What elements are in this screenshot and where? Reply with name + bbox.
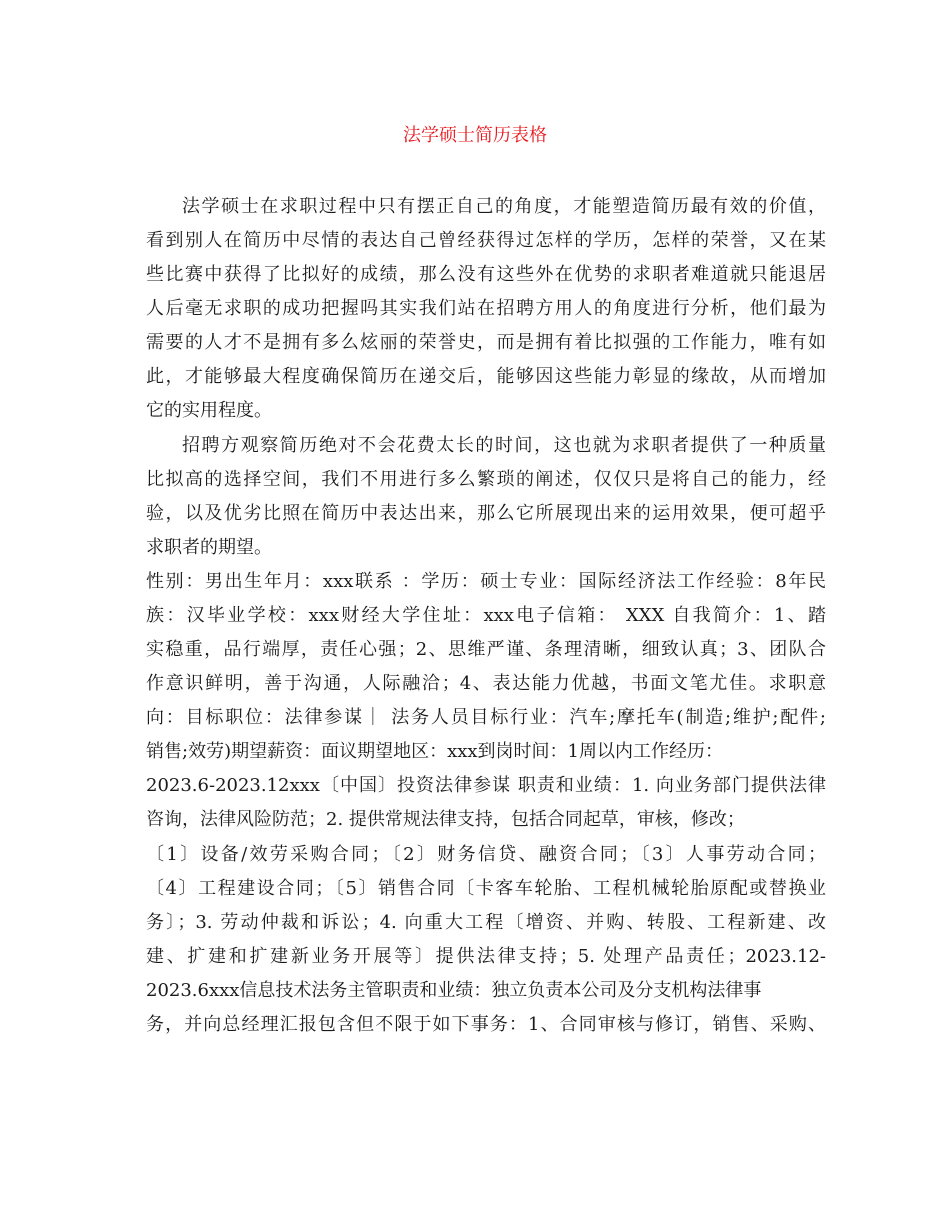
text-line: 2023.6xxx信息技术法务主管职责和业绩：独立负责本公司及分支机构法律事 xyxy=(146,980,762,1001)
text-line: 它的实用程度。 xyxy=(146,400,272,421)
text-line: 法学硕士在求职过程中只有摆正自己的角度，才能塑造简历最有效的价值， xyxy=(182,196,826,217)
text-line: 看到别人在简历中尽情的表达自己曾经获得过怎样的学历，怎样的荣誉，又在某 xyxy=(146,230,826,251)
text-line: 〔4〕工程建设合同；〔5〕销售合同〔卡客车轮胎、工程机械轮胎原配或替换业 xyxy=(146,878,826,899)
text-line: 验，以及优劣比照在简历中表达出来，那么它所展现出来的运用效果，便可超乎 xyxy=(146,503,826,524)
text-line: 求职者的期望。 xyxy=(146,537,272,558)
text-line: 务，并向总经理汇报包含但不限于如下事务：1、合同审核与修订，销售、采购、 xyxy=(146,1014,826,1035)
text-line: 族：汉毕业学校：xxx财经大学住址：xxx电子信箱： XXX 自我简介：1、踏 xyxy=(146,605,826,626)
text-line: 人后毫无求职的成功把握吗其实我们站在招聘方用人的角度进行分析，他们最为 xyxy=(146,298,826,319)
text-line: 性别：男出生年月：xxx联系 ：学历：硕士专业：国际经济法工作经验：8年民 xyxy=(146,571,826,592)
text-line: 些比赛中获得了比拟好的成绩，那么没有这些外在优势的求职者难道就只能退居 xyxy=(146,264,826,285)
text-line: 此，才能够最大程度确保简历在递交后，能够因这些能力彰显的缘故，从而增加 xyxy=(146,366,826,387)
text-line: 实稳重，品行端厚，责任心强；2、思维严谨、条理清晰，细致认真；3、团队合 xyxy=(146,639,826,660)
text-line: 〔1〕设备/效劳采购合同；〔2〕财务信贷、融资合同；〔3〕人事劳动合同； xyxy=(146,844,826,865)
text-line: 咨询，法律风险防范；2. 提供常规法律支持，包括合同起草，审核，修改； xyxy=(146,809,745,830)
text-line: 比拟高的选择空间，我们不用进行多么繁琐的阐述，仅仅只是将自己的能力，经 xyxy=(146,469,826,490)
text-line: 作意识鲜明，善于沟通，人际融洽；4、表达能力优越，书面文笔尤佳。求职意 xyxy=(146,673,826,694)
text-line: 招聘方观察简历绝对不会花费太长的时间，这也就为求职者提供了一种质量 xyxy=(182,435,826,456)
text-line: 需要的人才不是拥有多么炫丽的荣誉史，而是拥有着比拟强的工作能力，唯有如 xyxy=(146,332,826,353)
text-line: 2023.6-2023.12xxx〔中国〕投资法律参谋 职责和业绩：1. 向业务部门提供法律 xyxy=(146,775,826,796)
text-line: 销售;效劳)期望薪资：面议期望地区：xxx到岗时间：1周以内工作经历： xyxy=(146,741,723,762)
text-line: 务〕；3. 劳动仲裁和诉讼；4. 向重大工程〔增资、并购、转股、工程新建、改 xyxy=(146,912,826,933)
document-title: 法学硕士简历表格 xyxy=(403,125,547,146)
text-line: 建、扩建和扩建新业务开展等〕提供法律支持；5. 处理产品责任；2023.12- xyxy=(146,946,826,967)
text-line: 向：目标职位：法律参谋｜ 法务人员目标行业：汽车;摩托车(制造;维护;配件; xyxy=(146,707,826,728)
